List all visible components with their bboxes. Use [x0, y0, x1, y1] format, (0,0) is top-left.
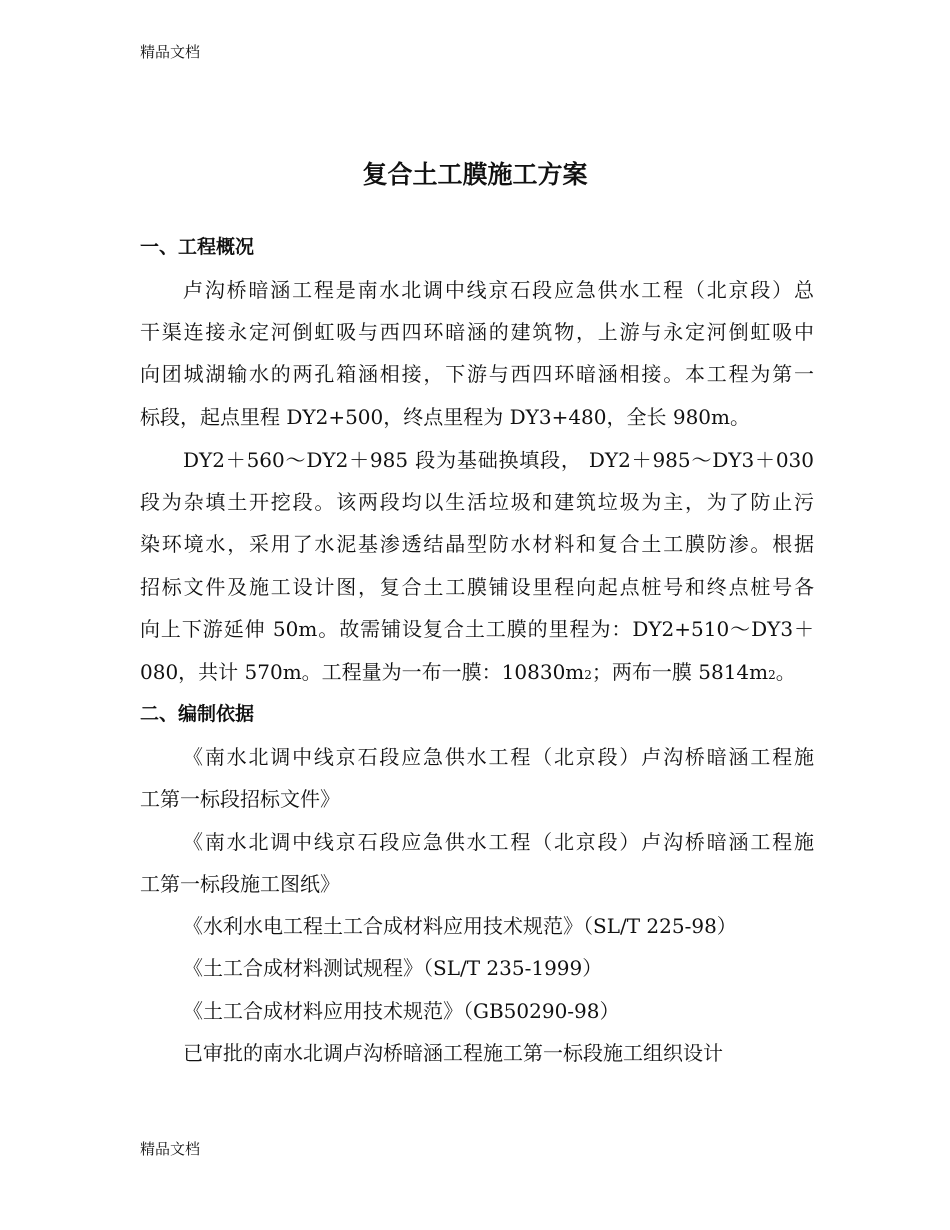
quantity-text: 。 [775, 660, 796, 684]
paragraph-line: 向上下游延伸 50m。故需铺设复合土工膜的里程为：DY2+510～DY3＋ [140, 617, 814, 641]
paragraph-line: DY2＋560～DY2＋985 段为基础换填段， DY2＋985～DY3＋030 [183, 448, 814, 472]
paragraph-line: 染环境水，采用了水泥基渗透结晶型防水材料和复合土工膜防渗。根据 [140, 532, 814, 556]
section-heading-basis: 二、编制依据 [140, 703, 255, 725]
page-footer: 精品文档 [140, 1140, 201, 1158]
paragraph-line: 标段，起点里程 DY2+500，终点里程为 DY3+480，全长 980m。 [140, 405, 750, 429]
paragraph-line-quantities [140, 658, 796, 689]
reference-item: 《南水北调中线京石段应急供水工程（北京段）卢沟桥暗涵工程施 [183, 745, 814, 769]
reference-item: 《水利水电工程土工合成材料应用技术规范》（SL/T 225-98） [183, 914, 737, 938]
reference-item: 工第一标段招标文件》 [140, 787, 340, 811]
paragraph-line: 干渠连接永定河倒虹吸与西四环暗涵的建筑物，上游与永定河倒虹吸中 [140, 320, 814, 344]
reference-item: 《土工合成材料测试规程》（SL/T 235-1999） [183, 956, 603, 980]
reference-item: 工第一标段施工图纸》 [140, 872, 340, 896]
section-heading-overview: 一、工程概况 [140, 236, 255, 258]
paragraph-line: 招标文件及施工设计图，复合土工膜铺设里程向起点桩号和终点桩号各 [140, 575, 814, 599]
reference-item: 《土工合成材料应用技术规范》（GB50290-98） [183, 999, 620, 1023]
page-header: 精品文档 [140, 43, 201, 61]
reference-item: 《南水北调中线京石段应急供水工程（北京段）卢沟桥暗涵工程施 [183, 830, 814, 854]
quantity-text: ；两布一膜 5814m [591, 660, 769, 684]
unit-exponent: 2 [768, 668, 776, 682]
paragraph-line: 向团城湖输水的两孔箱涵相接，下游与西四环暗涵相接。本工程为第一 [140, 362, 814, 386]
document-title: 复合土工膜施工方案 [362, 160, 588, 189]
reference-item: 已审批的南水北调卢沟桥暗涵工程施工第一标段施工组织设计 [183, 1041, 723, 1065]
unit-exponent: 2 [584, 668, 592, 682]
quantity-text: 080，共计 570m。工程量为一布一膜：10830m [140, 660, 585, 684]
paragraph-line: 卢沟桥暗涵工程是南水北调中线京石段应急供水工程（北京段）总 [183, 278, 814, 302]
paragraph-line: 段为杂填土开挖段。该两段均以生活垃圾和建筑垃圾为主，为了防止污 [140, 490, 814, 514]
